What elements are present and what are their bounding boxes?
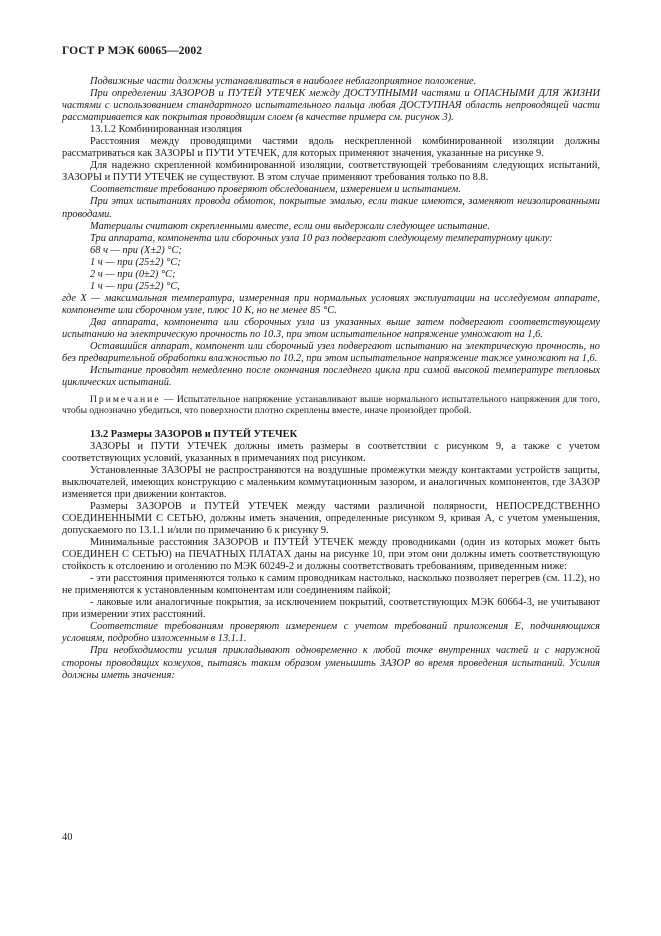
- cycle-step: 2 ч — при (0±2) °С;: [90, 268, 176, 280]
- list-item: - лаковые или аналогичные покрытия, за исключением покрытий, соответствующих МЭК 60664-3, не учитывают при измерении этих расстояний.: [62, 597, 600, 621]
- paragraph: Испытание проводят немедленно после окончания последнего цикла при самой высокой температуре тепловых циклических испытаний.: [62, 365, 600, 389]
- document-header: ГОСТ Р МЭК 60065—2002: [62, 45, 203, 57]
- list-item: - эти расстояния применяются только к самим проводникам настолько, насколько позволяет перегрев (см. 11.2), но не применяются к установленным компонентам или соединениям пайкой;: [62, 573, 600, 597]
- section-heading: 13.2 Размеры ЗАЗОРОВ и ПУТЕЙ УТЕЧЕК: [90, 428, 298, 440]
- paragraph: Соответствие требованию проверяют обследованием, измерением и испытанием.: [90, 184, 461, 196]
- paragraph: Соответствие требованиям проверяют измерением с учетом требований приложения Е, подчиняющихся условиям, подробно изложенным в 13.1.1.: [62, 621, 600, 645]
- paragraph: ЗАЗОРЫ и ПУТИ УТЕЧЕК должны иметь размеры в соответствии с рисунком 9, а также с учетом соответствующих условий, указанных в примечаниях под рисунком.: [62, 440, 600, 464]
- paragraph: При необходимости усилия прикладывают одновременно к любой точке внутренних частей и с наружной стороны проводящих кожухов, пытаясь таким образом уменьшить ЗАЗОР во время проведения испытаний. Усилия должны иметь значения:: [62, 645, 600, 681]
- page-number: 40: [62, 832, 73, 843]
- paragraph: Материалы считают скрепленными вместе, если они выдержали следующее испытание.: [90, 220, 490, 232]
- paragraph: где X — максимальная температура, измеренная при нормальных условиях эксплуатации на исследуемом аппарате, компоненте или сборочном узле, плюс 10 K, но не менее 85 °С.: [62, 292, 600, 316]
- paragraph: Установленные ЗАЗОРЫ не распространяются на воздушные промежутки между контактами устройств защиты, выключателей, имеющих конструкцию с маленьким коммутационным зазором, и аналогичных компонентов, где ЗАЗОР изменяется при движении контактов.: [62, 464, 600, 500]
- paragraph: Размеры ЗАЗОРОВ и ПУТЕЙ УТЕЧЕК между частями различной полярности, НЕПОСРЕДСТВЕННО СОЕДИНЕННЫМИ С СЕТЬЮ, должны иметь значения, определенные рисунком 9, кривая А, с учетом уменьшения, допускаемого по 13.1.1 и/или по примечанию 6 к рисунку 9.: [62, 500, 600, 536]
- subsection-heading: 13.1.2 Комбинированная изоляция: [90, 124, 242, 136]
- paragraph: Расстояния между проводящими частями вдоль нескрепленной комбинированной изоляции должны рассматриваться как ЗАЗОРЫ и ПУТИ УТЕЧЕК, для которых применяют значения, указанные на рисунке 9.: [62, 136, 600, 160]
- note-text: — Испытательное напряжение устанавливают выше нормального испытательного напряжения для того, чтобы однозначно убедиться, что поверхности плотно скреплены вместе, иначе произойдет пробой.: [62, 394, 600, 417]
- cycle-step: 68 ч — при (X±2) °С;: [90, 244, 182, 256]
- paragraph: Два аппарата, компонента или сборочных узла из указанных выше затем подвергают соответствующему испытанию на электрическую прочность по 10.3, при этом испытательное напряжение умножают на 1,6.: [62, 316, 600, 340]
- note-label: Примечание: [90, 394, 161, 406]
- paragraph: Для надежно скрепленной комбинированной изоляции, соответствующей требованиям следующих испытаний, ЗАЗОРЫ и ПУТИ УТЕЧЕК не существуют. В этом случае применяют требования только по 8.8.: [62, 160, 600, 184]
- paragraph: Подвижные части должны устанавливаться в наиболее неблагоприятное положение.: [90, 76, 477, 87]
- document-body: [62, 76, 600, 682]
- paragraph: При этих испытаниях провода обмоток, покрытые эмалью, если такие имеются, заменяют неизолированными проводами.: [62, 196, 600, 220]
- note: [62, 394, 600, 416]
- paragraph: Три аппарата, компонента или сборочных узла 10 раз подвергают следующему температурному циклу:: [90, 232, 553, 244]
- cycle-step: 1 ч — при (25±2) °С,: [90, 280, 180, 292]
- paragraph: При определении ЗАЗОРОВ и ПУТЕЙ УТЕЧЕК между ДОСТУПНЫМИ частями и ОПАСНЫМИ ДЛЯ ЖИЗНИ частями с использованием стандартного испытательного пальца любая ДОСТУПНАЯ область непроводящей части рассматривается как покрытая проводящим слоем (в качестве примера см. рисунок 3).: [62, 88, 600, 124]
- paragraph: Оставшийся аппарат, компонент или сборочный узел подвергают испытанию на электрическую прочность, но без предварительной обработки влажностью по 10.2, при этом испытательное напряжение также умножают на 1,6.: [62, 341, 600, 365]
- cycle-step: 1 ч — при (25±2) °С;: [90, 256, 181, 268]
- paragraph: Минимальные расстояния ЗАЗОРОВ и ПУТЕЙ УТЕЧЕК между проводниками (один из которых может быть СОЕДИНЕН С СЕТЬЮ) на ПЕЧАТНЫХ ПЛАТАХ даны на рисунке 10, при этом они должны иметь соответствующую стойкость к отслоению и оголению по МЭК 60249-2 и должны соответствовать требованиям, приведенным ниже:: [62, 537, 600, 573]
